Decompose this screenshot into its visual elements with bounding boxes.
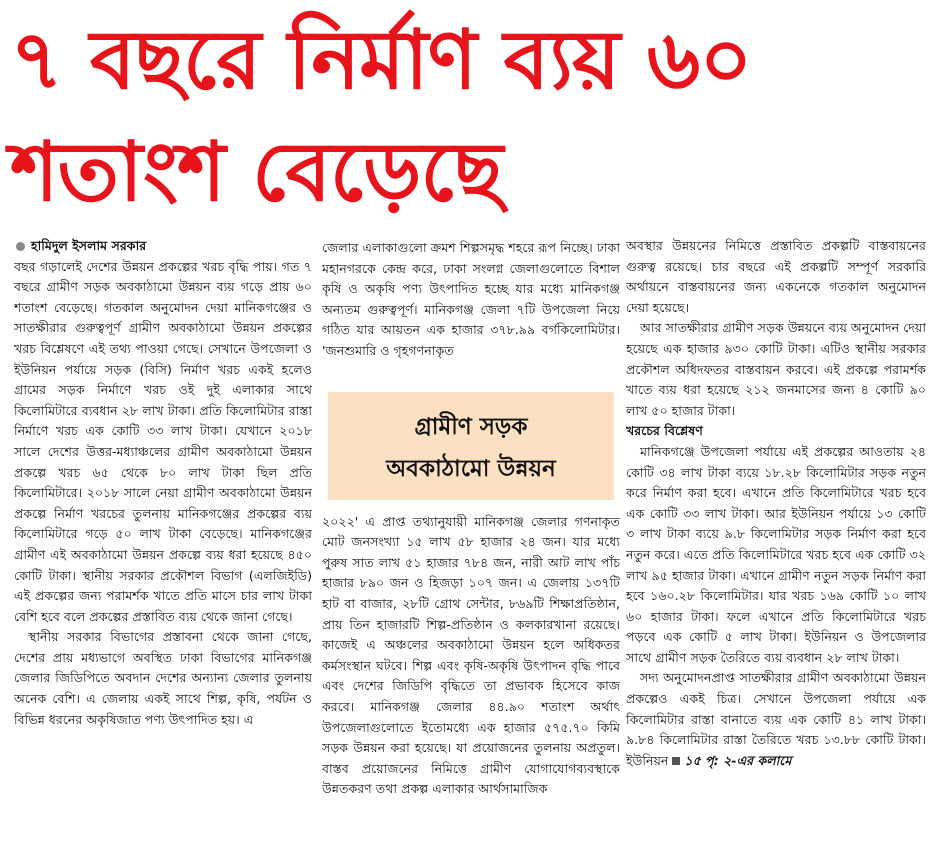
pull-quote-line-2: অবকাঠামো উন্নয়ন bbox=[386, 455, 556, 482]
paragraph bbox=[626, 668, 926, 771]
paragraph: ২০২২' এ প্রাপ্ত তথ্যানুযায়ী মানিকগঞ্জ জেলার গণনাকৃত মোট জনসংখ্যা ১৫ লাখ ৫৮ হাজার ২৪ জন। যার মধ্যে পুরুষ সাত লাখ ৫১ হাজার ৭৮৪ জন, নারী আট লাখ পাঁচ হাজার ৮৯০ জন ও হিজড়া ১০৭ জন। এ জেলায় ১৩৭টি হাট বা বাজার, ২৮টি গ্রোথ সেন্টার, ৮৬৯টি শিক্ষাপ্রতিষ্ঠান, প্রায় তিন হাজারটি শিল্প-প্রতিষ্ঠান ও কলকারখানা রয়েছে। কাজেই এ অঞ্চলের অবকাঠামো উন্নয়ন হলে অধিকতর কর্মসংস্থান ঘটবে। শিল্প এবং কৃষি-অকৃষি উৎপাদন বৃদ্ধি পাবে এবং দেশের জিডিপি বৃদ্ধিতে তা প্রভাবক হিসেবে কাজ করবে। মানিকগঞ্জ জেলার ৪৪.৯০ শতাংশ অর্থাৎ উপজেলাগুলোতে ইতোমধ্যে এক হাজার ৫৭৫.৭০ কিমি সড়ক উন্নয়ন করা হয়েছে। যা প্রয়োজনের তুলনায় অপ্রতুল। বাস্তব প্রয়োজনের নিমিত্তে গ্রামীণ যোগাযোগব্যবস্থাকে উন্নতকরণ তথা প্রকল্প এলাকার আর্থসামাজিক bbox=[322, 513, 620, 797]
author-name: হামিদুল ইসলাম সরকার bbox=[31, 238, 147, 253]
paragraph: আর সাতক্ষীরার গ্রামীণ সড়ক উন্নয়নে ব্যয় অনুমোদন দেয়া হয়েছে এক হাজার ৯৩০ কোটি টাকা। এটিও স্থানীয় সরকার প্রকৌশল অধিদফতর বাস্তবায়ন করবে। এই প্রকল্পে পরামর্শক খাতে ব্যয় ধরা হয়েছে ২১২ জনমাসের জন্য ৪ কোটি ৯০ লাখ ৫০ হাজার টাকা। bbox=[626, 320, 926, 418]
article-column-2 bbox=[322, 238, 620, 854]
headline bbox=[8, 2, 928, 234]
paragraph: স্থানীয় সরকার বিভাগের প্রস্তাবনা থেকে জানা গেছে, দেশের প্রায় মধ্যভাগে অবস্থিত ঢাকা বিভাগের মানিকগঞ্জ জেলার জিডিপিতে অবদান দেশের অন্যান্য জেলার তুলনায় অনেক বেশি। এ জেলায় একই সাথে শিল্প, কৃষি, পর্যটন ও বিভিন্ন ধরনের অকৃষিজাত পণ্য উৎপাদিত হয়। এ bbox=[14, 629, 312, 727]
pull-quote-line-1: গ্রামীণ সড়ক bbox=[414, 413, 528, 440]
article-column-3 bbox=[626, 236, 926, 854]
pull-quote-box bbox=[328, 392, 614, 500]
headline-line-2: শতাংশ বেড়েছে bbox=[10, 125, 503, 220]
square-bullet-icon bbox=[672, 757, 680, 765]
article-column-1 bbox=[14, 236, 312, 854]
section-subheading: খরচের বিশ্লেষণ bbox=[626, 423, 703, 439]
paragraph: জেলার এলাকাগুলো ক্রমশ শিল্পসমৃদ্ধ শহরে রূপ নিচ্ছে। ঢাকা মহানগরকে কেন্দ্র করে, ঢাকা সংলগ্ন জেলাগুলোতে বিশাল কৃষি ও অকৃষি পণ্য উৎপাদিত হচ্ছে যার মধ্যে মানিকগঞ্জ অন্যতম গুরুত্বপূর্ণ। মানিকগঞ্জ জেলা ৭টি উপজেলা নিয়ে গঠিত যার আয়তন এক হাজার ৩৭৮.৯৯ বর্গকিলোমিটার। 'জনশুমারি ও গৃহগণনাকৃত bbox=[322, 240, 620, 358]
paragraph: মানিকগঞ্জে উপজেলা পর্যায়ে এই প্রকল্পের আওতায় ২৪ কোটি ৩৪ লাখ টাকা ব্যয়ে ১৮.২৮ কিলোমিটার সড়ক নতুন করে নির্মাণ করা হবে। এখানে প্রতি কিলোমিটারে খরচ হবে এক কোটি ৩৩ লাখ টাকা। আর ইউনিয়ন পর্যায়ে ১৩ কোটি ৩ লাখ টাকা ব্যয়ে ৯.৮ কিলোমিটার সড়ক নির্মাণ করা হবে নতুন করে। এতে প্রতি কিলোমিটারে খরচ হবে এক কোটি ৩২ লাখ ৯৫ হাজার টাকা। এখানে গ্রামীণ নতুন সড়ক নির্মাণ করা হবে ১৬০.২৮ কিলোমিটার। যার খরচ ১৬৯ কোটি ১০ লাখ ৬০ হাজার টাকা। ফলে এখানে প্রতি কিলোমিটারে খরচ পড়বে এক কোটি ৫ লাখ টাকা। ইউনিয়ন ও উপজেলার সাথে গ্রামীণ সড়ক তৈরিতে ব্যয় ব্যবধান ২৮ লাখ টাকা। bbox=[626, 443, 926, 665]
paragraph: অবস্থার উন্নয়নের নিমিত্তে প্রস্তাবিত প্রকল্পটি বাস্তবায়নের গুরুত্ব রয়েছে। চার বছরে এই প্রকল্পটি সম্পূর্ণ সরকারি অর্থায়নে বাস্তবায়নের জন্য একনেকে গতকাল অনুমোদন দেয়া হয়েছে। bbox=[626, 238, 926, 315]
paragraph: বছর গড়ালেই দেশের উন্নয়ন প্রকল্পের খরচ বৃদ্ধি পায়। গত ৭ বছরে গ্রামীণ সড়ক অবকাঠামো উন্নয়ন ব্যয় গড়ে প্রায় ৬০ শতাংশ বেড়েছে। গতকাল অনুমোদন দেয়া মানিকগঞ্জের ও সাতক্ষীরার গুরুত্বপূর্ণ গ্রামীণ অবকাঠামো উন্নয়ন প্রকল্পের খরচ বিশ্লেষণে এই তথ্য পাওয়া গেছে। সেখানে উপজেলা ও ইউনিয়ন পর্যায়ে সড়ক (বিসি) নির্মাণ খরচ একই হলেও গ্রামের সড়ক নির্মাণে খরচ ওই দুই এলাকার সাথে কিলোমিটারে ব্যবধান ২৮ লাখ টাকা। প্রতি কিলোমিটার রাস্তা নির্মাণে খরচ এক কোটি ৩৩ লাখ টাকা। যেখানে ২০১৮ সালে দেশের উত্তর-মধ্যাঞ্চলের গ্রামীণ অবকাঠামো উন্নয়ন প্রকল্পে খরচ ৬৫ থেকে ৮০ লাখ টাকা ছিল প্রতি কিলোমিটারে। ২০১৮ সালে নেয়া গ্রামীণ অবকাঠামো উন্নয়ন প্রকল্পে নির্মাণ খরচের তুলনায় মানিকগঞ্জের প্রকল্পের ব্যয় কিলোমিটারে গড়ে ৫০ লাখ টাকা বেড়েছে। মানিকগঞ্জের গ্রামীণ এই অবকাঠামো উন্নয়ন প্রকল্পে ব্যয় ধরা হয়েছে ৪৫০ কোটি টাকা। স্থানীয় সরকার প্রকৌশল বিভাগ (এলজিইডি) এই প্রকল্পের জন্য পরামর্শক খাতে প্রতি মাসে চার লাখ টাকা বেশি হবে বলে প্রকল্পের প্রস্তাবিত ব্যয় থেকে জানা গেছে। bbox=[14, 258, 312, 624]
byline bbox=[14, 236, 312, 257]
headline-line-1: ৭ বছরে নির্মাণ ব্যয় ৬০ bbox=[10, 13, 752, 108]
continued-note: ১৫ পৃ: ২-এর কলামে bbox=[684, 752, 792, 768]
bullet-icon bbox=[16, 242, 25, 251]
paragraph-text: সদ্য অনুমোদনপ্রাপ্ত সাতক্ষীরার গ্রামীণ অবকাঠামো উন্নয়ন প্রকল্পেও একই চিত্র। সেখানে উপজেলা পর্যায়ে এক কিলোমিটার রাস্তা বানাতে ব্যয় এক কোটি ৪১ লাখ টাকা। ৯.৮৪ কিলোমিটার রাস্তা তৈরিতে খরচ ১৩.৮৮ কোটি টাকা। ইউনিয়ন bbox=[626, 670, 926, 768]
